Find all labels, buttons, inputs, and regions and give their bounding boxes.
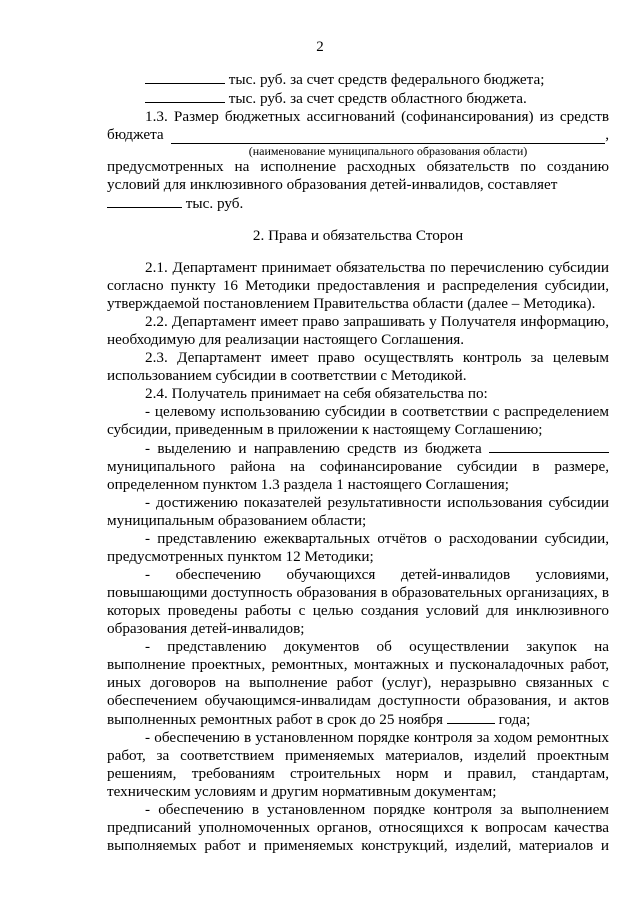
total-amount-unit: тыс. руб. (185, 195, 244, 212)
federal-budget-text: тыс. руб. за счет средств федерального бюджета; (228, 71, 545, 88)
clause-2-4: 2.4. Получатель принимает на себя обязательства по: (145, 385, 488, 402)
page-number: 2 (316, 39, 324, 55)
obligation-1: - целевому использованию субсидии в соответствии с распределением субсидии, приведенным в приложении к настоящему Соглашению; (107, 403, 609, 438)
municipality-name-blank (171, 129, 605, 144)
obligation-6 (107, 638, 609, 729)
obligation-6-start: - представлению документов об осуществлении закупок на выполнение проектных, ремонтных, монтажных и пусконаладочных работ, иных договоров на выполнение работ (услуг), неразрывно связанных с обеспечением обучающимся-инвалидам доступности образования, и актов выполненных ремонтных работ в срок до 25 ноября (107, 638, 609, 728)
obligation-2-end: муниципального района на софинансирование субсидии в размере, определенном пунктом 1.3 раздела 1 настоящего Соглашения; (107, 458, 609, 493)
obligation-7: - обеспечению в установленном порядке контроля за ходом ремонтных работ, за соответствием применяемых материалов, изделий проектным решениям, требованиям строительных норм и правил, стандартам, техническим условиям и другим нормативным документам; (107, 729, 609, 800)
clause-2-1: 2.1. Департамент принимает обязательства по перечислению субсидии согласно пункту 16 Методики предоставления и распределения субсидии, утверждаемой постановлением Правительства области (далее – Методика). (107, 259, 609, 312)
clause-2-2: 2.2. Департамент имеет право запрашивать у Получателя информацию, необходимую для реализации настоящего Соглашения. (107, 313, 609, 348)
obligation-8: - обеспечению в установленном порядке контроля за выполнением предписаний уполномоченных органов, относящихся к вопросам качества выполняемых работ и применяемых конструкций, изделий, материалов и (107, 801, 609, 854)
document-body (107, 70, 609, 855)
obligation-3: - достижению показателей результативности использования субсидии муниципальным образованием области; (107, 494, 609, 529)
clause-2-3: 2.3. Департамент имеет право осуществлять контроль за целевым использованием субсидии в соответствии с Методикой. (107, 349, 609, 384)
clause-1-3-end (107, 194, 609, 213)
federal-budget-line (107, 70, 609, 89)
total-amount-blank (107, 194, 182, 208)
obligation-5: - обеспечению обучающихся детей-инвалидов условиями, повышающими доступность образования в образовательных организациях, в которых проведены работы с целью создания условий для инклюзивного образования детей-инвалидов; (107, 566, 609, 637)
regional-amount-blank (145, 89, 225, 103)
municipality-caption: (наименование муниципального образования области) (248, 144, 528, 158)
municipality-name-row (107, 126, 609, 144)
clause-1-3-continuation: предусмотренных на исполнение расходных обязательств по созданию условий для инклюзивного образования детей-инвалидов, составляет (107, 158, 609, 193)
year-blank (447, 710, 495, 724)
clause-1-3-start: 1.3. Размер бюджетных ассигнований (софинансирования) из средств бюджета (107, 108, 609, 143)
obligation-4: - представлению ежеквартальных отчётов о расходовании субсидии, предусмотренных пунктом 12 Методики; (107, 530, 609, 565)
obligation-6-end: года; (498, 711, 531, 728)
comma: , (605, 126, 609, 143)
regional-budget-text: тыс. руб. за счет средств областного бюджета. (228, 90, 527, 107)
regional-budget-line (107, 89, 609, 108)
section-title: 2. Права и обязательства Сторон (252, 227, 464, 244)
federal-amount-blank (145, 70, 225, 84)
obligation-2-start: - выделению и направлению средств из бюджета (145, 440, 482, 457)
district-budget-blank (489, 439, 609, 453)
obligation-2 (107, 439, 609, 494)
